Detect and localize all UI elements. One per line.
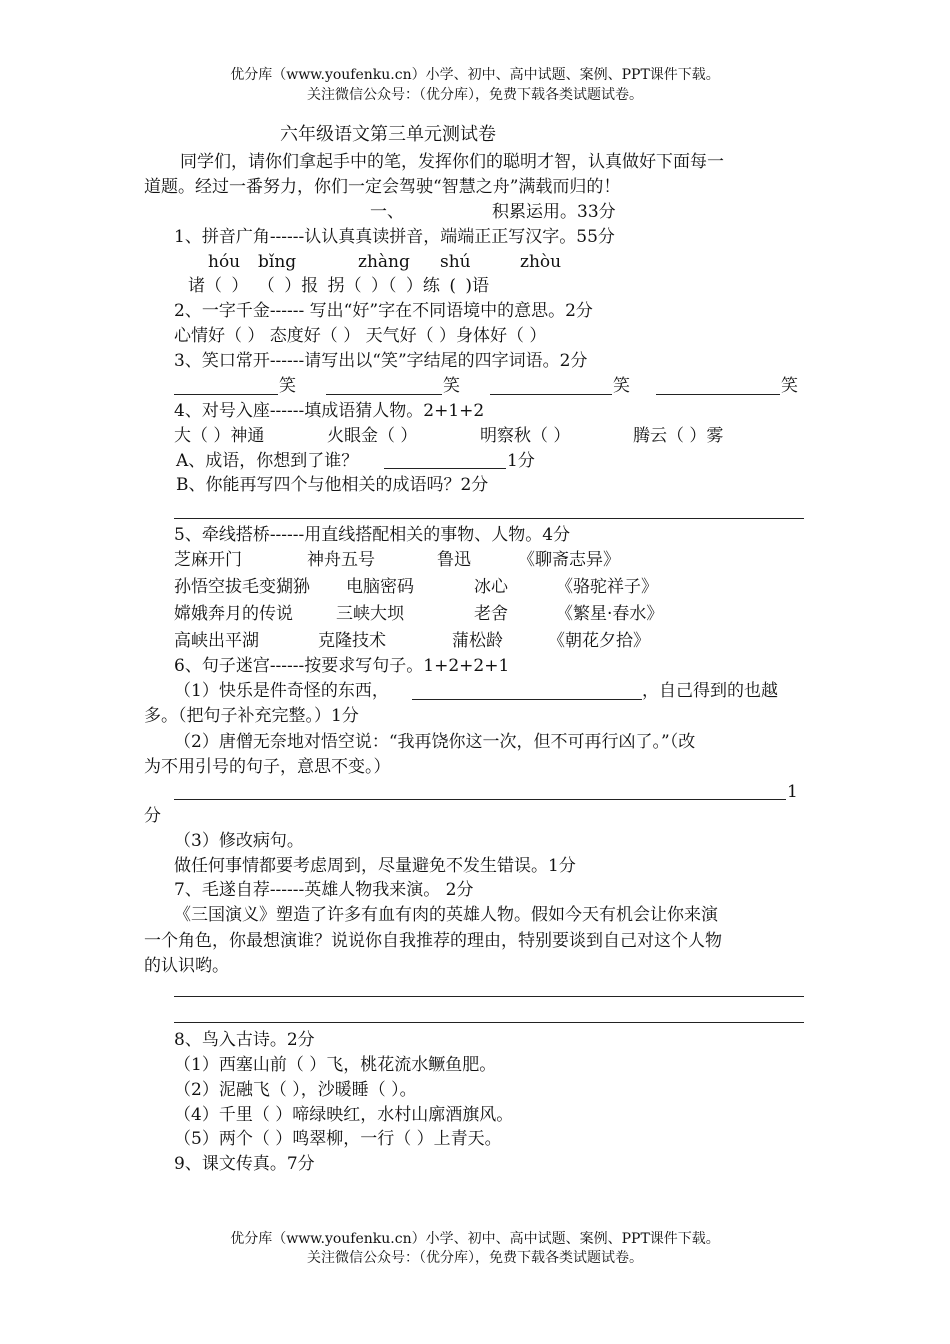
q3-char-2: 笑 bbox=[443, 376, 460, 396]
q9-title: 9、课文传真。7分 bbox=[174, 1154, 315, 1174]
q5-r3-c2: 三峡大坝 bbox=[336, 604, 404, 624]
q6-s2-score-unit: 分 bbox=[144, 806, 161, 826]
q6-s1-cont: 多。（把句子补充完整。）1分 bbox=[144, 706, 359, 726]
q6-s3-sentence: 做任何事情都要考虑周到，尽量避免不发生错误。1分 bbox=[174, 856, 576, 876]
header-line-2: 关注微信公众号：（优分库），免费下载各类试题试卷。 bbox=[307, 87, 643, 103]
q5-r4-c4: 《朝花夕拾》 bbox=[548, 631, 650, 651]
q7-para-3: 的认识哟。 bbox=[144, 956, 229, 976]
section-number: 一、 bbox=[370, 202, 404, 222]
q3-blank-line-4 bbox=[656, 394, 780, 395]
q5-r3-c1: 嫦娥奔月的传说 bbox=[174, 604, 293, 624]
q1-blanks: 诸（ ） （ ）报 拐（ ）（ ）练 ( )语 bbox=[188, 276, 489, 296]
q4-item-2: 火眼金（ ） bbox=[327, 426, 418, 446]
q4-item-1: 大（ ）神通 bbox=[174, 426, 265, 446]
q3-title: 3、笑口常开------请写出以“笑”字结尾的四字词语。2分 bbox=[174, 351, 588, 371]
q5-r1-c4: 《聊斋志异》 bbox=[518, 550, 620, 570]
q5-r1-c2: 神舟五号 bbox=[307, 550, 375, 570]
q8-item-1: （1）西塞山前（ ）飞，桃花流水鳜鱼肥。 bbox=[174, 1055, 497, 1075]
q6-s3: （3）修改病句。 bbox=[174, 831, 304, 851]
q5-r4-c3: 蒲松龄 bbox=[452, 631, 503, 651]
intro-line-2: 道题。经过一番努力，你们一定会驾驶“智慧之舟”满载而归的！ bbox=[144, 177, 621, 197]
pinyin-2: bǐng bbox=[258, 252, 297, 272]
q5-r1-c1: 芝麻开门 bbox=[174, 550, 242, 570]
q6-s2-score: 1 bbox=[787, 782, 798, 802]
q7-title: 7、毛遂自荐------英雄人物我来演。 2分 bbox=[174, 880, 474, 900]
q5-title: 5、牵线搭桥------用直线搭配相关的事物、人物。4分 bbox=[174, 525, 571, 545]
intro-line-1: 同学们，请你们拿起手中的笔，发挥你们的聪明才智，认真做好下面每一 bbox=[180, 152, 724, 172]
q5-r3-c3: 老舍 bbox=[474, 604, 508, 624]
header-line-1: 优分库（www.youfenku.cn）小学、初中、高中试题、案例、PPT课件下载。 bbox=[230, 67, 720, 83]
q6-s1-blank-line bbox=[412, 699, 642, 700]
q4-a-blank-line bbox=[384, 468, 506, 469]
pinyin-4: shú bbox=[440, 252, 471, 272]
q4-title: 4、对号入座------填成语猜人物。2+1+2 bbox=[174, 401, 485, 421]
q6-s2-answer-line bbox=[174, 799, 786, 800]
q5-r4-c2: 克隆技术 bbox=[318, 631, 386, 651]
q6-s2-line-1: （2）唐僧无奈地对悟空说：“我再饶你这一次，但不可再行凶了。”（改 bbox=[174, 732, 696, 752]
q5-r1-c3: 鲁迅 bbox=[437, 550, 471, 570]
q4-item-4: 腾云（ ）雾 bbox=[633, 426, 724, 446]
pinyin-5: zhòu bbox=[520, 252, 562, 272]
q5-r3-c4: 《繁星·春水》 bbox=[556, 604, 664, 624]
q5-r2-c1: 孙悟空拔毛变猢狲 bbox=[174, 577, 310, 597]
q3-char-1: 笑 bbox=[279, 376, 296, 396]
footer-line-1: 优分库（www.youfenku.cn）小学、初中、高中试题、案例、PPT课件下载。 bbox=[230, 1231, 720, 1247]
q3-char-4: 笑 bbox=[781, 376, 798, 396]
q2-items: 心情好（ ） 态度好（ ） 天气好（ ）身体好（ ） bbox=[174, 326, 547, 346]
q1-title: 1、拼音广角------认认真真读拼音，端端正正写汉字。55分 bbox=[174, 227, 615, 247]
q3-blank-line-1 bbox=[174, 394, 278, 395]
q8-item-2: （2）泥融飞（ ），沙暖睡（ ）。 bbox=[174, 1080, 417, 1100]
q5-r2-c2: 电脑密码 bbox=[346, 577, 414, 597]
q2-title: 2、一字千金------ 写出“好”字在不同语境中的意思。2分 bbox=[174, 301, 593, 321]
q6-s2-line-2: 为不用引号的句子，意思不变。） bbox=[144, 757, 391, 777]
q4-a-score: 1分 bbox=[507, 451, 535, 471]
q5-r4-c1: 高峡出平湖 bbox=[174, 631, 259, 651]
pinyin-3: zhàng bbox=[358, 252, 410, 272]
section-title: 积累运用。33分 bbox=[492, 202, 616, 222]
q4-b: B、你能再写四个与他相关的成语吗？2分 bbox=[176, 475, 489, 495]
q3-blank-line-2 bbox=[326, 394, 442, 395]
q7-para-2: 一个角色，你最想演谁？说说你自我推荐的理由，特别要谈到自己对这个人物 bbox=[144, 931, 722, 951]
q8-item-3: （4）千里（ ）啼绿映红，水村山廓酒旗风。 bbox=[174, 1105, 514, 1125]
q4-item-3: 明察秋（ ） bbox=[480, 426, 571, 446]
q4-b-answer-line bbox=[174, 518, 804, 519]
q3-blank-line-3 bbox=[490, 394, 612, 395]
q6-s1-start: （1）快乐是件奇怪的东西， bbox=[174, 681, 389, 701]
q7-answer-line-1 bbox=[174, 996, 804, 997]
footer-line-2: 关注微信公众号：（优分库），免费下载各类试题试卷。 bbox=[307, 1250, 643, 1266]
q7-para-1: 《三国演义》塑造了许多有血有肉的英雄人物。假如今天有机会让你来演 bbox=[174, 905, 718, 925]
q6-s1-end: ，自己得到的也越 bbox=[642, 681, 778, 701]
q8-title: 8、鸟入古诗。2分 bbox=[174, 1030, 315, 1050]
q5-r2-c3: 冰心 bbox=[474, 577, 508, 597]
page-title: 六年级语文第三单元测试卷 bbox=[280, 124, 496, 145]
q3-char-3: 笑 bbox=[613, 376, 630, 396]
q8-item-4: （5）两个（ ）鸣翠柳，一行（ ）上青天。 bbox=[174, 1129, 502, 1149]
q6-title: 6、句子迷宫------按要求写句子。1+2+2+1 bbox=[174, 656, 510, 676]
q7-answer-line-2 bbox=[174, 1022, 804, 1023]
q5-r2-c4: 《骆驼祥子》 bbox=[556, 577, 658, 597]
q4-a: A、成语，你想到了谁？ bbox=[176, 451, 359, 471]
pinyin-1: hóu bbox=[208, 252, 241, 272]
